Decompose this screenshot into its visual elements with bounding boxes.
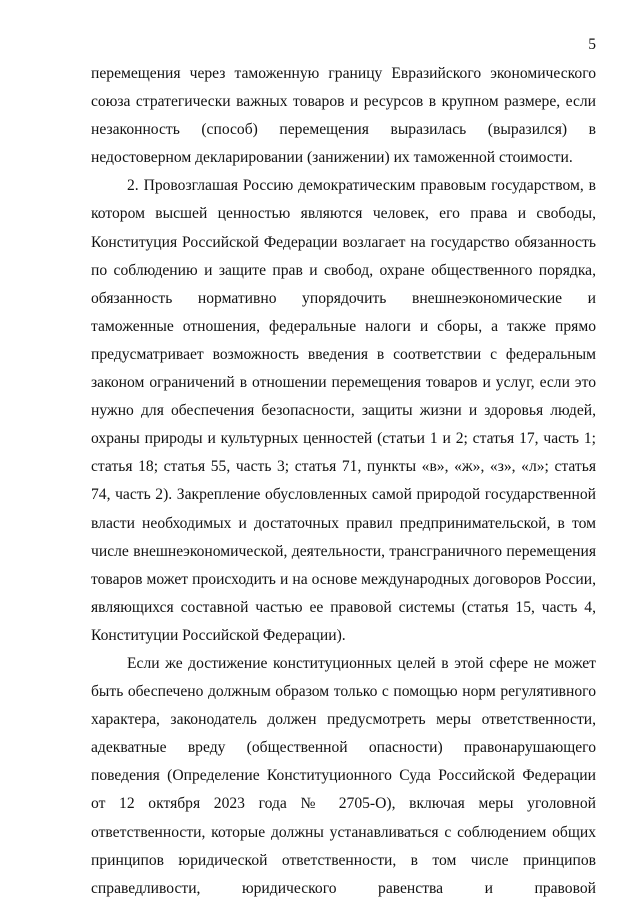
- paragraph-3: Если же достижение конституционных целей в этой сфере не может быть обеспечено должным образом только с помощью норм регулятивного характера, законодатель должен предусмотреть меры ответственности, адекватные вреду (общественной опасности) правонарушающего поведения (Определение Конституционного Суда Российской Федерации от 12 октября 2023 года № 2705-О), включая меры уголовной ответственности, которые должны устанавливаться с соблюдением общих принципов юридической ответственности, в том числе принципов справедливости, юридического равенства и правовой: [91, 654, 596, 897]
- page-number: 5: [588, 36, 596, 53]
- paragraph-continuation: перемещения через таможенную границу Евразийского экономического союза стратегически важных товаров и ресурсов в крупном размере, если незаконность (способ) перемещения выразилась (выразился) в недостоверном декларировании (занижении) их таможенной стоимости.: [91, 65, 596, 167]
- paragraph-2: 2. Провозглашая Россию демократическим правовым государством, в котором высшей ценностью являются человек, его права и свободы, Конституция Российской Федерации возлагает на государство обязанность по соблюдению и защите прав и свобод, охране общественного порядка, обязанность нормативно упорядочить внешнеэкономические и таможенные отношения, федеральные налоги и сборы, а также прямо предусматривает возможность введения в соответствии с федеральным законом ограничений в отношении перемещения товаров и услуг, если это нужно для обеспечения безопасности, защиты жизни и здоровья людей, охраны природы и культурных ценностей (статьи 1 и 2; статья 17, часть 1; статья 18; статья 55, часть 3; статья 71, пункты «в», «ж», «з», «л»; статья 74, часть 2). Закрепление обусловленных самой природой государственной власти необходимых и достаточных правил предпринимательской, в том числе внешнеэкономической, деятельности, трансграничного перемещения товаров может происходить и на основе международных договоров России, являющихся составной частью ее правовой системы (статья 15, часть 4, Конституции Российской Федерации).: [91, 177, 596, 644]
- body-text: [91, 60, 596, 903]
